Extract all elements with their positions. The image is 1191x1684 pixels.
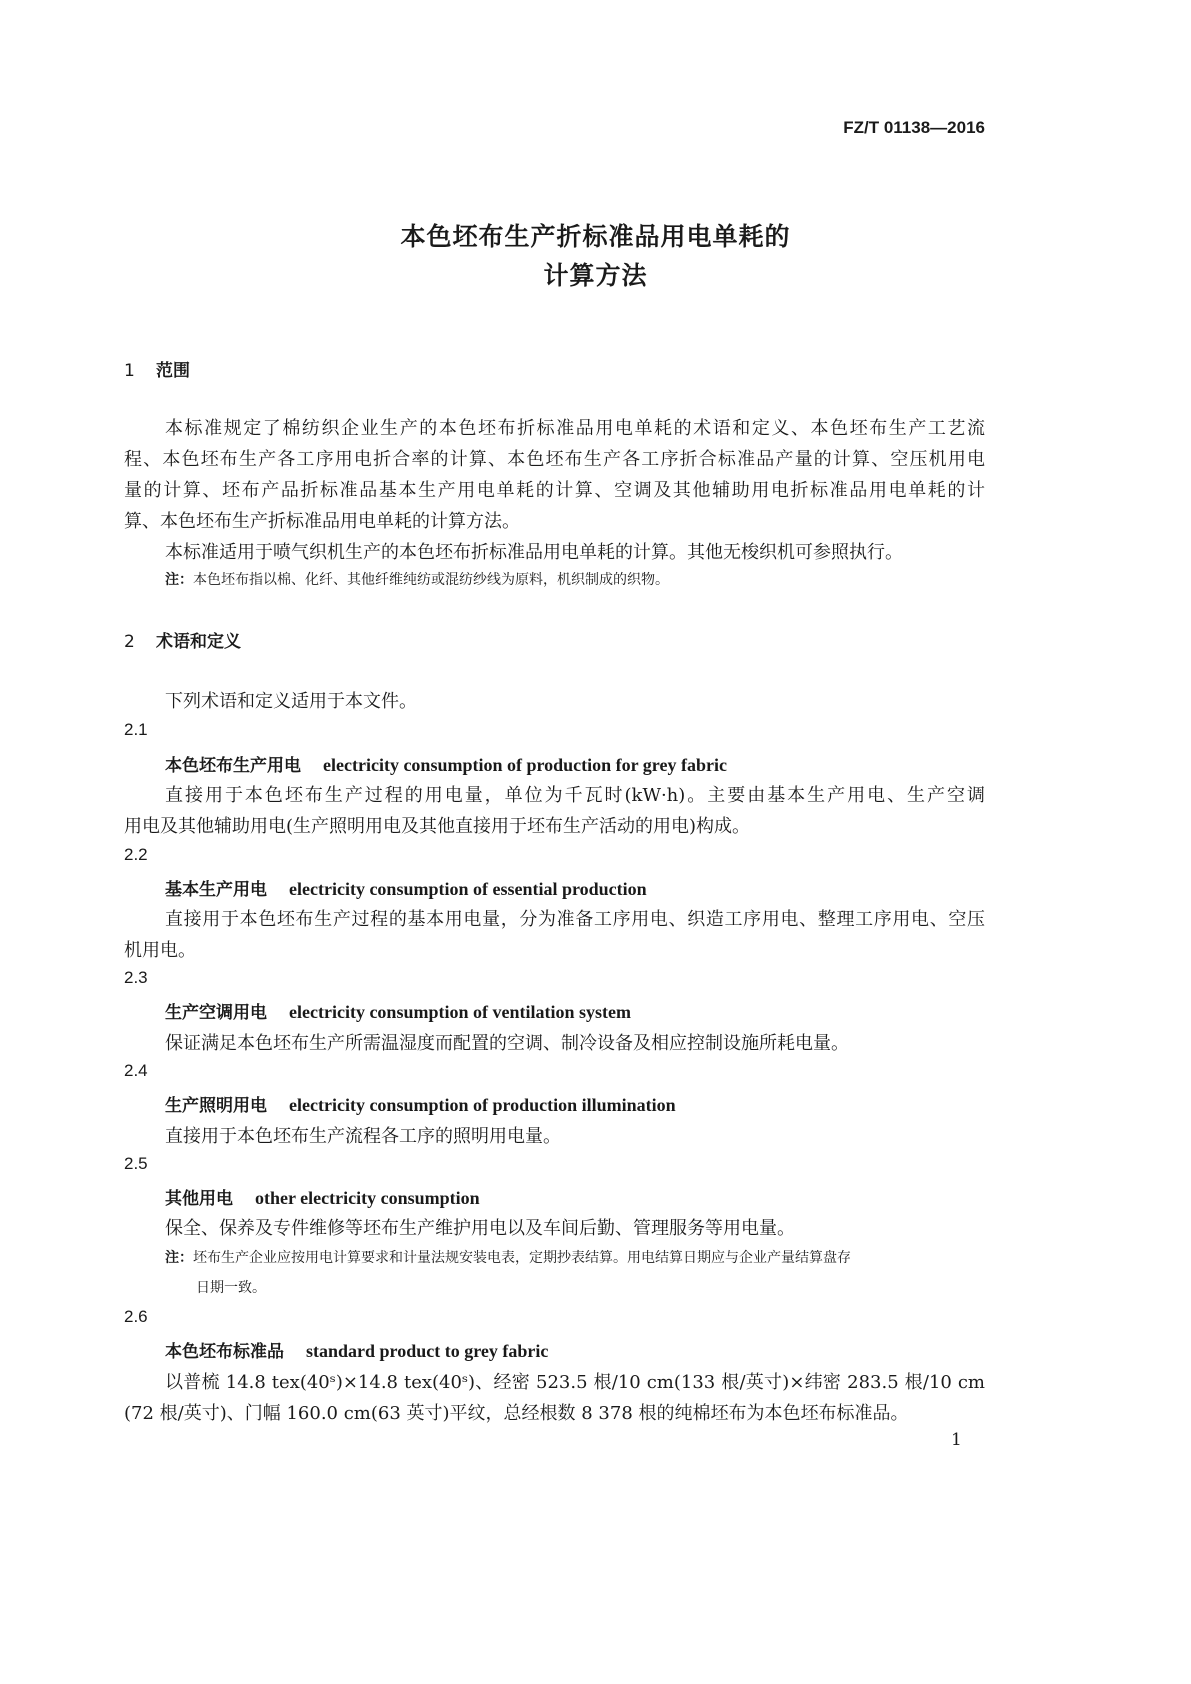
term-number: 2.2 [124,845,148,864]
term-heading [165,1184,480,1209]
note-label: 注： [165,572,193,588]
scope-para-line: 算、本色坯布生产折标准品用电单耗的计算方法。 [124,511,520,532]
term-number: 2.1 [124,720,148,739]
section-number: 1 [124,361,135,381]
term-number: 2.5 [124,1154,148,1173]
term-name-zh: 本色坯布生产用电 [165,756,301,776]
term-number: 2.6 [124,1307,148,1326]
term-heading [165,875,647,900]
term-name-en: electricity consumption of production for grey fabric [323,755,727,775]
term-name-en: electricity consumption of ventilation system [289,1002,631,1022]
section-2-heading [124,627,241,652]
scope-para-line: 本标准规定了棉纺织企业生产的本色坯布折标准品用电单耗的术语和定义、本色坯布生产工艺流 [165,418,985,439]
term-note-continued: 日期一致。 [196,1280,266,1296]
term-name-en: other electricity consumption [255,1188,480,1208]
term-definition-line: 保证满足本色坯布生产所需温湿度而配置的空调、制冷设备及相应控制设施所耗电量。 [165,1033,849,1054]
term-name-en: electricity consumption of essential production [289,879,647,899]
term-definition-line: 直接用于本色坯布生产过程的基本用电量，分为准备工序用电、织造工序用电、整理工序用电、空压 [165,909,985,930]
section-title: 范围 [156,361,190,381]
scope-para-line: 量的计算、坯布产品折标准品基本生产用电单耗的计算、空调及其他辅助用电折标准品用电单耗的计 [124,480,985,501]
page-number: 1 [951,1430,962,1450]
section-number: 2 [124,632,135,652]
term-heading [165,751,727,776]
term-number: 2.3 [124,968,148,987]
term-number: 2.4 [124,1061,148,1080]
section-title: 术语和定义 [156,632,241,652]
note-label: 注： [165,1250,193,1266]
term-name-zh: 基本生产用电 [165,880,267,900]
term-name-en: electricity consumption of production illumination [289,1095,676,1115]
scope-note [165,569,669,589]
term-definition-line: 保全、保养及专件维修等坯布生产维护用电以及车间后勤、管理服务等用电量。 [165,1218,795,1239]
scope-para-line: 程、本色坯布生产各工序用电折合率的计算、本色坯布生产各工序折合标准品产量的计算、空压机用电 [124,449,985,470]
term-name-zh: 生产空调用电 [165,1003,267,1023]
document-title-line2: 计算方法 [543,261,648,290]
term-name-zh: 本色坯布标准品 [165,1342,284,1362]
term-definition-line: 以普梳 14.8 tex(40ˢ)×14.8 tex(40ˢ)、经密 523.5 根/10 cm(133 根/英寸)×纬密 283.5 根/10 cm [165,1372,985,1393]
section-1-heading [124,356,190,381]
term-name-en: standard product to grey fabric [306,1341,549,1361]
note-text: 本色坯布指以棉、化纤、其他纤维纯纺或混纺纱线为原料，机织制成的织物。 [193,572,669,588]
term-definition-line: 用电及其他辅助用电(生产照明用电及其他直接用于坯布生产活动的用电)构成。 [124,816,751,837]
term-note [165,1247,851,1267]
term-definition-line: 直接用于本色坯布生产流程各工序的照明用电量。 [165,1126,561,1147]
term-heading [165,1091,676,1116]
term-definition-line: 机用电。 [124,940,196,961]
term-definition-line: (72 根/英寸)、门幅 160.0 cm(63 英寸)平纹，总经根数 8 378 根的纯棉坯布为本色坯布标准品。 [124,1403,909,1424]
term-name-zh: 生产照明用电 [165,1096,267,1116]
section-2-intro: 下列术语和定义适用于本文件。 [165,691,417,712]
term-definition-line: 直接用于本色坯布生产过程的用电量，单位为千瓦时(kW·h)。主要由基本生产用电、生产空调 [165,785,985,806]
scope-para-2: 本标准适用于喷气织机生产的本色坯布折标准品用电单耗的计算。其他无梭织机可参照执行。 [165,542,903,563]
term-heading [165,998,631,1023]
term-heading [165,1337,548,1362]
standard-code: FZ/T 01138—2016 [843,118,985,137]
document-title-line1: 本色坯布生产折标准品用电单耗的 [400,222,791,251]
note-text: 坯布生产企业应按用电计算要求和计量法规安装电表，定期抄表结算。用电结算日期应与企业产量结算盘存 [193,1250,851,1266]
term-name-zh: 其他用电 [165,1189,233,1209]
